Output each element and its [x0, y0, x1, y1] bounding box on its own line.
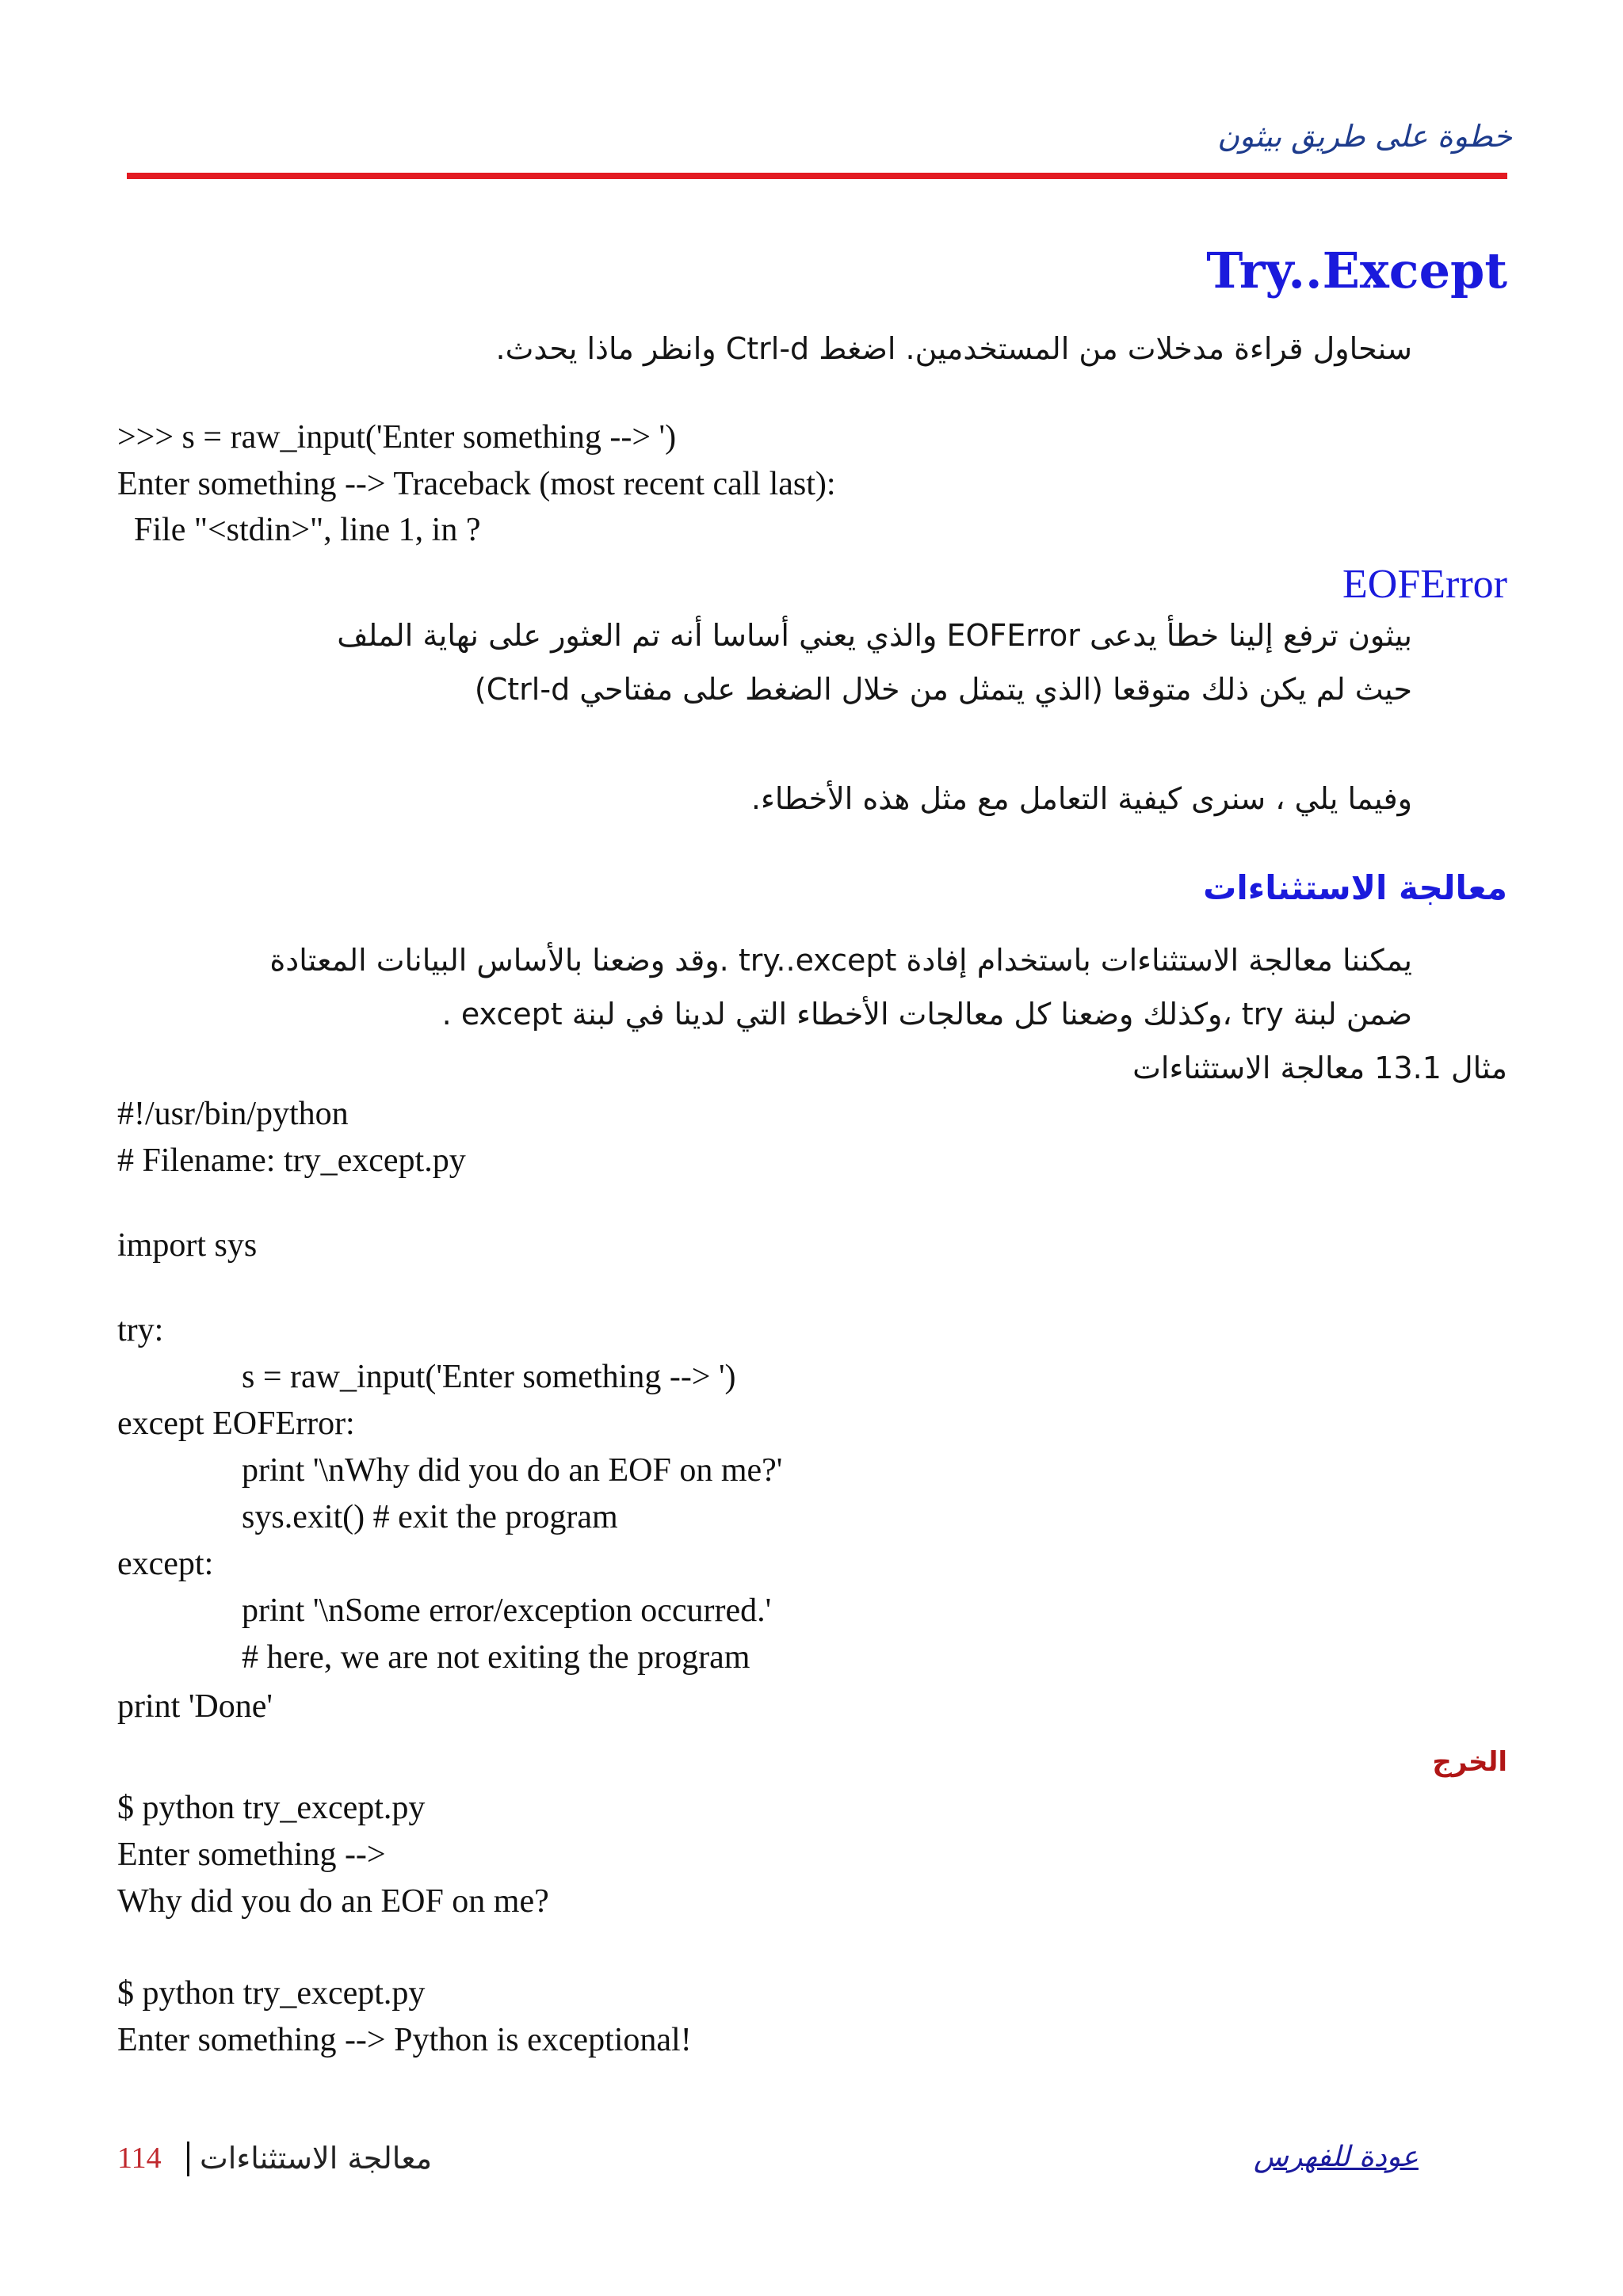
code-raw-input: s = raw_input('Enter something --> ')	[242, 1359, 736, 1395]
code-sys-exit: sys.exit() # exit the program	[242, 1499, 618, 1535]
handling-heading: معالجة الاستثناءات	[1203, 868, 1507, 907]
output-line-5: Enter something --> Python is exceptional!	[117, 2022, 692, 2058]
followup-paragraph: وفيما يلي ، سنرى كيفية التعامل مع مثل هذه الأخطاء.	[750, 781, 1412, 816]
intro-paragraph: سنحاول قراءة مدخلات من المستخدمين. اضغط Ctrl-d وانظر ماذا يحدث.	[495, 331, 1412, 366]
code-except-eoferror: except EOFError:	[117, 1405, 355, 1442]
session-line-2: Enter something --> Traceback (most recent call last):	[117, 466, 836, 502]
output-line-3: Why did you do an EOF on me?	[117, 1883, 549, 1920]
footer-separator	[187, 2142, 189, 2176]
output-line-2: Enter something -->	[117, 1836, 386, 1873]
code-print-error: print '\nSome error/exception occurred.'	[242, 1592, 772, 1629]
output-heading: الخرج	[1432, 1746, 1507, 1778]
handling-paragraph-line-2: ضمن لبنة try ،وكذلك وضعنا كل معالجات الأخطاء التي لدينا في لبنة except .	[441, 997, 1412, 1032]
header-divider	[127, 173, 1507, 179]
output-line-1: $ python try_except.py	[117, 1790, 426, 1826]
eoferror-heading: EOFError	[1342, 562, 1507, 607]
back-to-index-link[interactable]: عودة للفهرس	[1254, 2141, 1419, 2173]
page-number: 114	[117, 2142, 162, 2175]
section-title: Try..Except	[1206, 242, 1507, 299]
code-import: import sys	[117, 1227, 258, 1264]
eoferror-paragraph-line-1: بيثون ترفع إلينا خطأ يدعى EOFError والذي يعني أساسا أنه تم العثور على نهاية الملف	[337, 618, 1412, 653]
session-line-3: File "<stdin>", line 1, in ?	[117, 512, 481, 548]
output-line-4: $ python try_except.py	[117, 1975, 426, 2012]
code-print-eof: print '\nWhy did you do an EOF on me?'	[242, 1452, 783, 1489]
code-except: except:	[117, 1546, 214, 1582]
session-line-1: >>> s = raw_input('Enter something --> ')	[117, 419, 677, 456]
handling-paragraph-line-1: يمكننا معالجة الاستثناءات باستخدام إفادة try..except .وقد وضعنا بالأساس البيانات المعتادة	[269, 943, 1412, 978]
example-label: مثال 13.1 معالجة الاستثناءات	[1132, 1051, 1507, 1085]
eoferror-paragraph-line-2: حيث لم يكن ذلك متوقعا (الذي يتمثل من خلال الضغط على مفتاحي Ctrl-d)	[474, 672, 1412, 707]
code-try: try:	[117, 1312, 164, 1348]
code-shebang: #!/usr/bin/python	[117, 1096, 349, 1132]
code-comment-not-exiting: # here, we are not exiting the program	[242, 1639, 750, 1676]
code-filename-comment: # Filename: try_except.py	[117, 1142, 466, 1179]
footer-chapter-title: معالجة الاستثناءات	[200, 2141, 433, 2176]
book-title: خطوة على طريق بيثون	[1217, 119, 1512, 154]
code-print-done: print 'Done'	[117, 1688, 273, 1725]
